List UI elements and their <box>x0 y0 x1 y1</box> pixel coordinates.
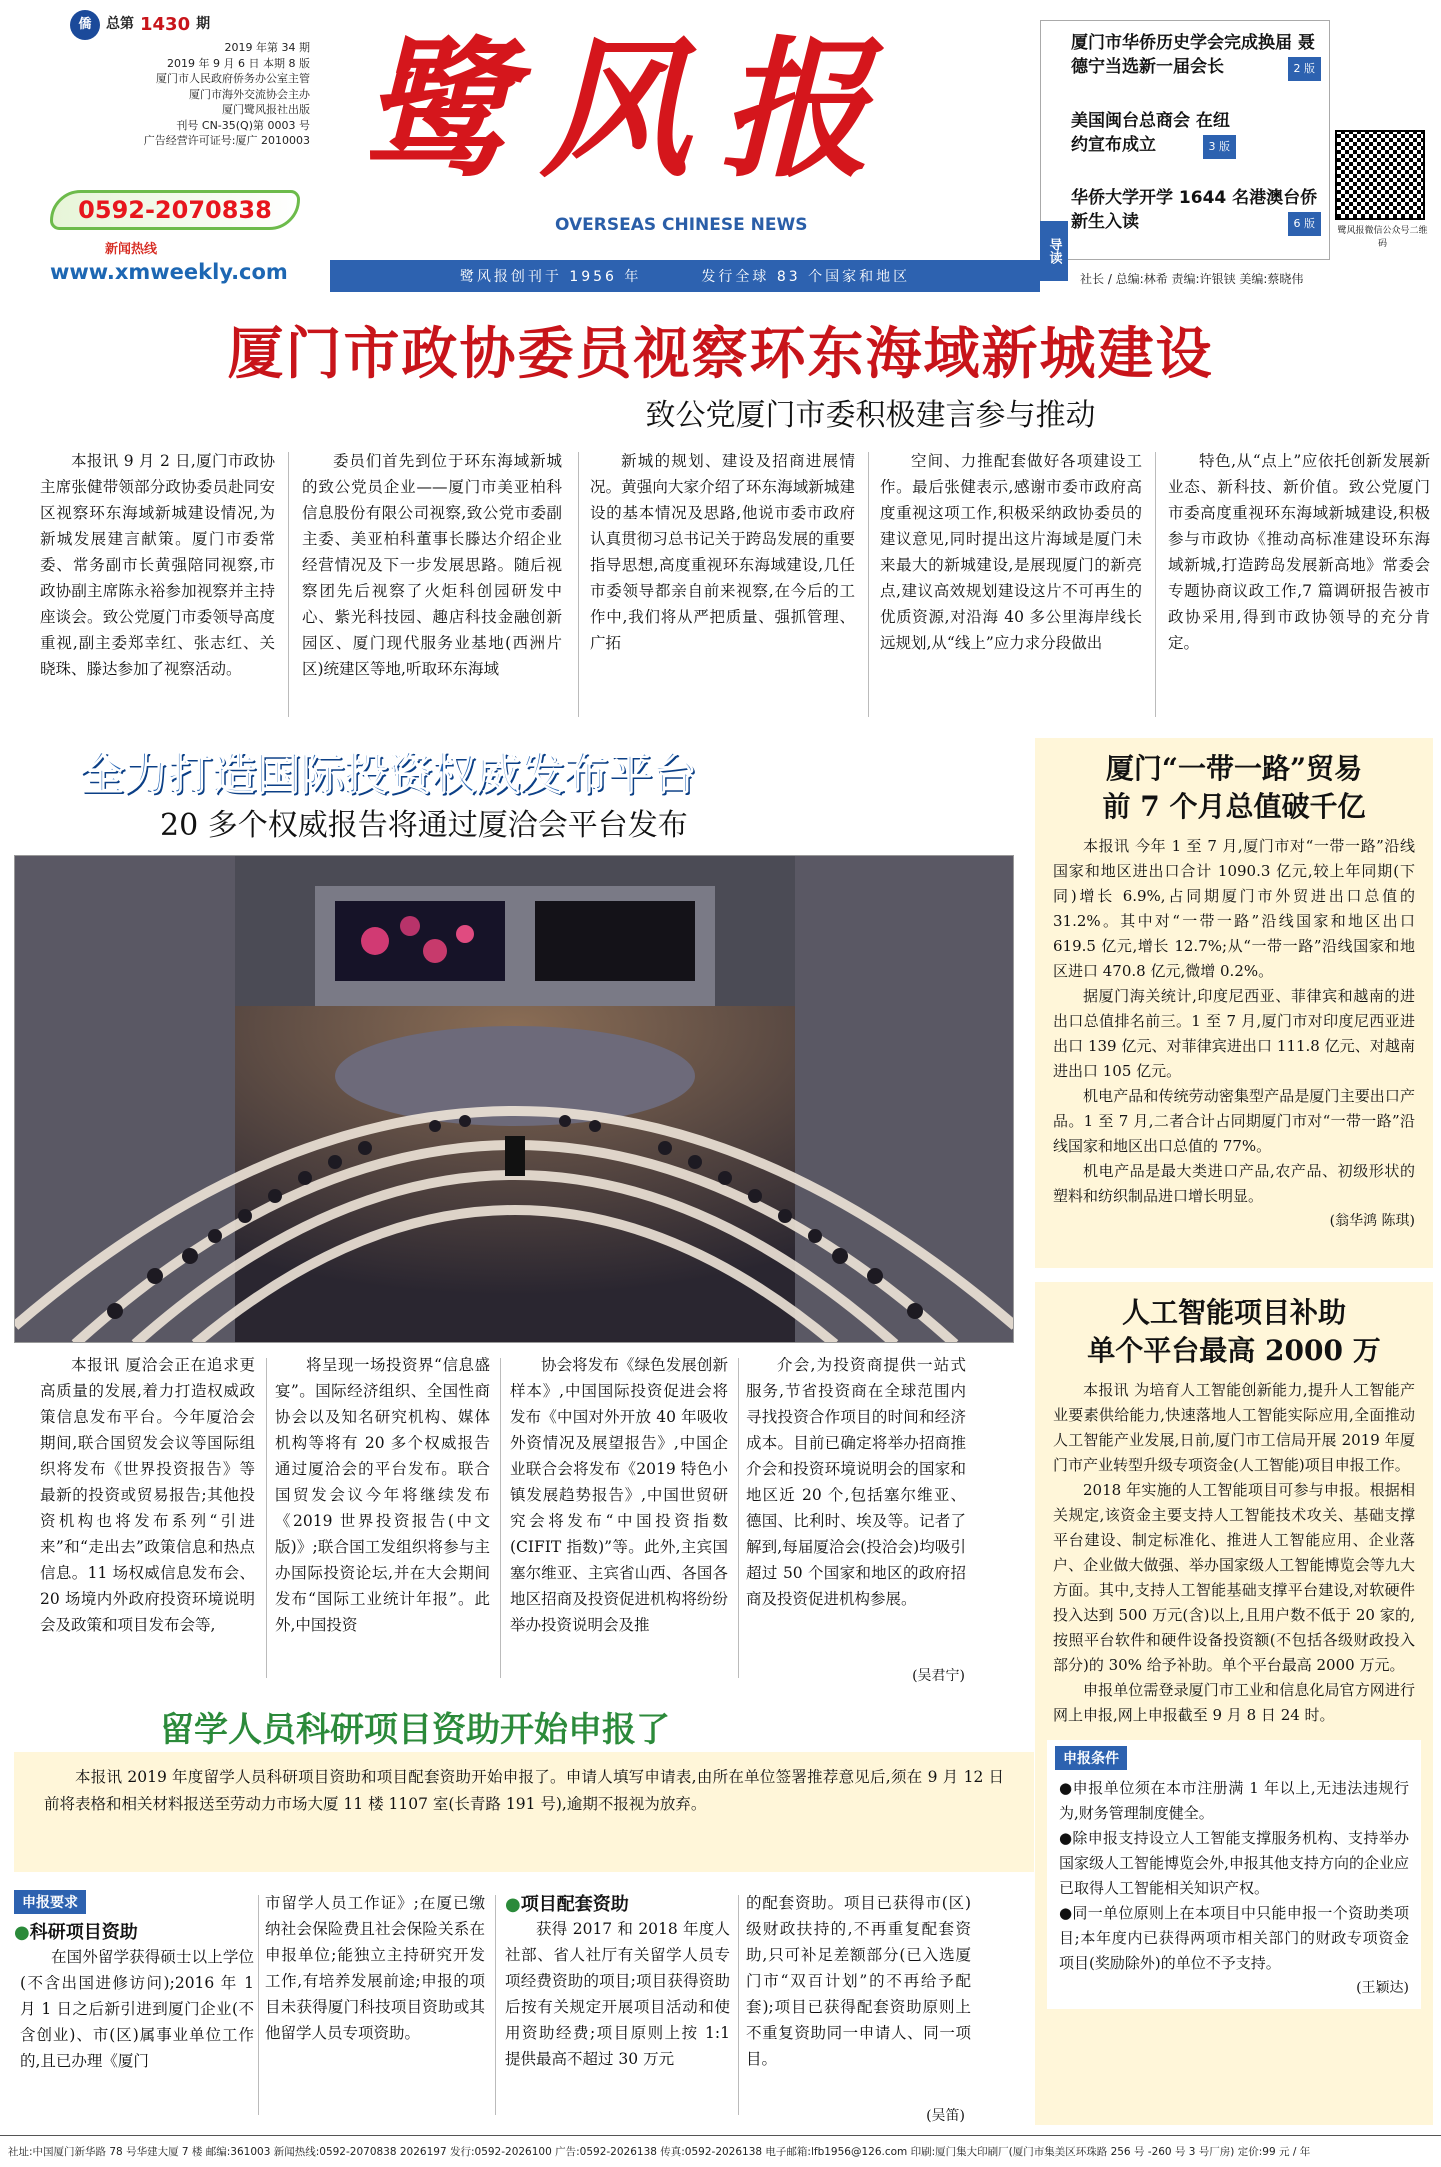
guide-item-page: 6 版 <box>1288 212 1322 236</box>
wechat-qr <box>1335 130 1430 249</box>
banner-distribution: 发行全球 83 个国家和地区 <box>701 269 911 285</box>
invest-byline: (吴君宁) <box>912 1668 965 1684</box>
staff-line: 社长 / 总编:林希 责编:许银铗 美编:蔡晓伟 <box>1080 272 1304 286</box>
issue-meta <box>70 10 310 149</box>
belt-road-body: 本报讯 今年 1 至 7 月,厦门市对“一带一路”沿线国家和地区进出口合计 1090.3 亿元,较上年同期(下同)增长 6.9%,占同期厦门市外贸进出口总值的 31.2%。其中对“一带一路”沿线国家和地区出口 619.5 亿元,增长 12.7%;从“一带一路”沿线国家和地区进口 470.8 亿元,微增 0.2%。 据厦门海关统计,印度尼西亚、菲律宾和越南的进出口总值排名前三。1 至 7 月,厦门市对印度尼西亚进出口 139 亿元、对菲律宾进出口 111.8 亿元、对越南进出口 105 亿元。 机电产品和传统劳动密集型产品是厦门主要出口产品。1 至 7 月,二者合计占同期厦门市对“一带一路”沿线国家和地区出口总值的 77%。 机电产品是最大类进口产品,农产品、初级形状的塑料和纺织制品进口增长明显。 (翁华鸿 陈琪) <box>1035 826 1433 1234</box>
lead-col-2: 委员们首先到位于环东海域新城的致公党员企业——厦门市美亚柏科信息股份有限公司视察,致公党市委副主委、美亚柏科董事长滕达介绍企业经营情况及下一步发展思路。随后视察团先后视察了火炬科创园研发中心、紫光科技园、趣店科技金融创新园区、厦门现代服务业基地(西洲片区)统建区等地,听取环东海域 <box>302 452 562 678</box>
grant-col-2: 市留学人员工作证》;在厦已缴纳社会保险费且社会保险关系在申报单位;能独立主持研究开发工作,有培养发展前途;申报的项目未获得厦门科技项目资助或其他留学人员专项资助。 <box>265 1894 485 2042</box>
publisher: 厦门鹭风报社出版 <box>222 103 310 116</box>
guide-item[interactable] <box>1071 31 1321 79</box>
ai-subsidy-body: 本报讯 为培育人工智能创新能力,提升人工智能产业要素供给能力,快速落地人工智能实际应用,全面推动人工智能产业发展,日前,厦门市工信局开展 2019 年厦门市产业转型升级专项资金(人工智能)项目申报工作。 2018 年实施的人工智能项目可参与申报。根据相关规定,该资金主要支持人工智能技术攻关、基础支撑平台建设、制定标准化、推进人工智能应用、企业落户、企业做大做强、举办国家级人工智能博览会等九大方面。其中,支持人工智能基础支撑平台建设,对软硬件投入达到 500 万元(含)以上,且用户数不低于 20 家的,按照平台软件和硬件设备投资额(不包括各级财政投入部分)的 30% 给予补助。单个平台最高 2000 万元。 申报单位需登录厦门市工业和信息化局官方网进行网上申报,网上申报截至 9 月 8 日 24 时。 <box>1053 1381 1415 1724</box>
conference-hall-image <box>15 856 1014 1343</box>
issue-total-unit: 期 <box>196 16 211 33</box>
ai-subsidy-title: 人工智能项目补助 单个平台最高 2000 万 <box>1087 1296 1381 1367</box>
guide-item-text: 厦门市华侨历史学会完成换届 聂德宁当选新一届会长 <box>1071 33 1315 77</box>
grant-head-2: 项目配套资助 <box>520 1894 629 1915</box>
seal-icon: 僑 <box>70 10 100 40</box>
guide-item-page: 2 版 <box>1288 57 1322 81</box>
lead-col-5: 特色,从“点上”应依托创新发展新业态、新科技、新价值。致公党厦门市委高度重视环东海域新城建设,积极参与市政协《推动高标准建设环东海域新城,打造跨岛发展新高地》常委会专题协商议政工作,7 篇调研报告被市政协采用,得到市政协领导的充分肯定。 <box>1168 452 1430 652</box>
ai-byline: (王颖达) <box>1356 1980 1409 1996</box>
bullet-dot-icon: ● <box>505 1894 521 1915</box>
ai-subsidy-box <box>1035 1282 1433 2125</box>
invest-subheadline: 20 多个权威报告将通过厦洽会平台发布 <box>160 808 688 843</box>
publication-code: 刊号 CN-35(Q)第 0003 号 <box>176 118 310 132</box>
hotline-phone: 0592-2070838 <box>50 190 300 230</box>
lead-col-4: 空间、力推配套做好各项建设工作。最后张健表示,感谢市委市政府高度重视这项工作,积极采纳政协委员的建议意见,同时提出这片海域是厦门未来最大的新城建设,是展现厦门的新亮点,建议高效规划建设这片不可再生的优质资源,对沿海 40 多公里海岸线长远规划,从“线上”应力求分段做出 <box>880 452 1142 652</box>
bullet-dot-icon: ● <box>14 1922 30 1943</box>
website-link[interactable]: www.xmweekly.com <box>50 260 288 284</box>
issue-total-label: 总第 <box>106 16 134 33</box>
invest-col-3: 协会将发布《绿色发展创新样本》,中国国际投资促进会将发布《中国对外开放 40 年吸收外资情况及展望报告》,中国企业联合会将发布《2019 特色小镇发展趋势报告》,中国世贸研究会将发布“中国投资指数(CIFIT 指数)”等。此外,主宾国塞尔维亚、主宾省山西、各国各地区招商及投资促进机构将纷纷举办投资说明会及推 <box>510 1356 728 1634</box>
qr-code-icon <box>1335 130 1425 220</box>
belt-road-byline: (翁华鸿 陈琪) <box>1329 1213 1415 1229</box>
hotline-promo <box>50 175 310 295</box>
logo-english: OVERSEAS CHINESE NEWS <box>555 215 808 235</box>
guide-item-page: 3 版 <box>1203 135 1237 159</box>
year-issue: 2019 年第 34 期 <box>224 41 310 54</box>
invest-col-4: 介会,为投资商提供一站式服务,节省投资商在全球范围内寻找投资合作项目的时间和经济成本。目前已确定将举办招商推介会和投资环境说明会的国家和地区近 20 个,包括塞尔维亚、德国、比利时、埃及等。记者了解到,每届厦洽会(投洽会)均吸引超过 50 个国家和地区的政府招商及投资促进机构参展。 <box>746 1356 966 1608</box>
lead-col-3: 新城的规划、建设及招商进展情况。黄强向大家介绍了环东海域新城建设的基本情况及思路,他说市委市政府认真贯彻习总书记关于跨岛发展的重要指导思想,高度重视环东海域建设,几任市委领导都亲自前来视察,在今后的工作中,我们将从严把质量、强抓管理、广拓 <box>590 452 855 652</box>
ai-conditions-tag: 申报条件 <box>1055 1746 1127 1770</box>
belt-road-box <box>1035 738 1433 1268</box>
ai-conditions: 申报条件 ●申报单位须在本市注册满 1 年以上,无违法违规行为,财务管理制度健全。 ●除申报支持设立人工智能支撑服务机构、支持举办国家级人工智能博览会外,申报其他支持方向的企业应已取得人工智能相关知识产权。 ●同一单位原则上在本项目中只能申报一个资助类项目;本年度内已获得两项市相关部门的财政专项资金项目(奖励除外)的单位不予支持。 (王颖达) <box>1047 1740 1421 2009</box>
issue-total: 1430 <box>140 14 191 36</box>
guide-item[interactable] <box>1071 109 1236 157</box>
grant-req-tag: 申报要求 <box>14 1890 86 1914</box>
masthead-banner <box>330 260 1040 292</box>
belt-road-title: 厦门“一带一路”贸易 前 7 个月总值破千亿 <box>1102 752 1366 823</box>
guide-box <box>1040 20 1330 264</box>
sponsor-1: 厦门市人民政府侨务办公室主管 <box>156 72 310 85</box>
grant-col-1: 申报要求 ●科研项目资助 在国外留学获得硕士以上学位(不含出国进修访问);2016 年 1 月 1 日之后新引进到厦门企业(不含创业)、市(区)属事业单位工作的,且已办理《厦门 <box>14 1890 254 2074</box>
date-line: 2019 年 9 月 6 日 本期 8 版 <box>167 56 310 70</box>
invest-col-2: 将呈现一场投资界“信息盛宴”。国际经济组织、全国性商协会以及知名研究机构、媒体机构等将有 20 多个权威报告通过厦洽会的平台发布。联合国贸发会议今年将继续发布《2019 世界投资报告(中文版)》;联合国工发组织将参与主办国际投资论坛,并在大会期间发布“国际工业统计年报”。此外,中国投资 <box>275 1356 490 1634</box>
lead-subheadline: 致公党厦门市委积极建言参与推动 <box>645 398 1096 433</box>
logo-chinese: 鹭风报 <box>360 22 901 198</box>
newspaper-logo <box>340 15 1000 235</box>
guide-tag: 导读 <box>1040 221 1068 281</box>
guide-item-text: 美国闽台总商会 在纽约宣布成立 <box>1071 111 1230 155</box>
grant-head-1: 科研项目资助 <box>29 1922 138 1943</box>
lead-headline: 厦门市政协委员视察环东海域新城建设 <box>227 321 1214 387</box>
grant-intro: 本报讯 2019 年度留学人员科研项目资助和项目配套资助开始申报了。申请人填写申请表,由所在单位签署推荐意见后,须在 9 月 12 日前将表格和相关材料报送至劳动力市场大厦 11 楼 1107 室(长青路 191 号),逾期不报视为放弃。 <box>44 1768 1004 1813</box>
guide-item[interactable] <box>1071 186 1321 234</box>
grant-col-4: 的配套资助。项目已获得市(区)级财政扶持的,不再重复配套资助,只可补足差额部分(已入选厦门市“双百计划”的不再给予配套);项目已获得配套资助原则上不重复资助同一申请人、同一项目。 <box>746 1894 971 2068</box>
banner-founded: 鹭风报创刊于 1956 年 <box>459 269 642 285</box>
conference-photo <box>14 855 1014 1343</box>
lead-col-1: 本报讯 9 月 2 日,厦门市政协主席张健带领部分政协委员赴同安区视察环东海域新城建设情况,为新城发展建言献策。厦门市委常委、常务副市长黄强陪同视察,市政协副主席陈永裕参加视察并主持座谈会。致公党厦门市委领导高度重视,副主委郑幸红、张志红、关晓珠、滕达参加了视察活动。 <box>40 452 275 678</box>
ad-license: 广告经营许可证号:厦广 2010003 <box>143 134 310 147</box>
sponsor-2: 厦门市海外交流协会主办 <box>189 87 310 101</box>
guide-item-text: 华侨大学开学 1644 名港澳台侨新生入读 <box>1071 188 1318 232</box>
grant-col-3: ●项目配套资助 获得 2017 和 2018 年度人社部、省人社厅有关留学人员专项经费资助的项目;项目获得资助后按有关规定开展项目活动和使用资助经费;项目原则上按 1:1 提供最高不超过 30 万元 <box>505 1894 730 2068</box>
grant-intro-box <box>14 1752 1034 1872</box>
footer-info: 社址:中国厦门新华路 78 号华建大厦 7 楼 邮编:361003 新闻热线:0592-2070838 2026197 发行:0592-2026100 广告:0592-2026138 传真:0592-2026138 电子邮箱:lfb1956@126.com 印刷:厦门集大印刷厂(厦门市集美区环珠路 256 号 -260 号 3 号厂房) 定价:99 元 / 年 <box>0 2135 1441 2167</box>
hotline-slogan: 新闻热线 <box>105 242 158 257</box>
invest-col-1: 本报讯 厦洽会正在追求更高质量的发展,着力打造权威政策信息发布平台。今年厦洽会期间,联合国贸发会议等国际组织将发布《世界投资报告》等最新的投资或贸易报告;其他投资机构也将发布系列“引进来”和“走出去”政策信息和热点信息。11 场权威信息发布会、20 场境内外政府投资环境说明会及政策和项目发布会等, <box>40 1356 255 1634</box>
invest-headline: 全力打造国际投资权威发布平台 <box>80 749 696 800</box>
grant-byline: (吴笛) <box>926 2108 965 2124</box>
qr-caption: 鹭风报微信公众号二维码 <box>1337 226 1428 249</box>
grant-headline: 留学人员科研项目资助开始申报了 <box>160 1710 670 1750</box>
